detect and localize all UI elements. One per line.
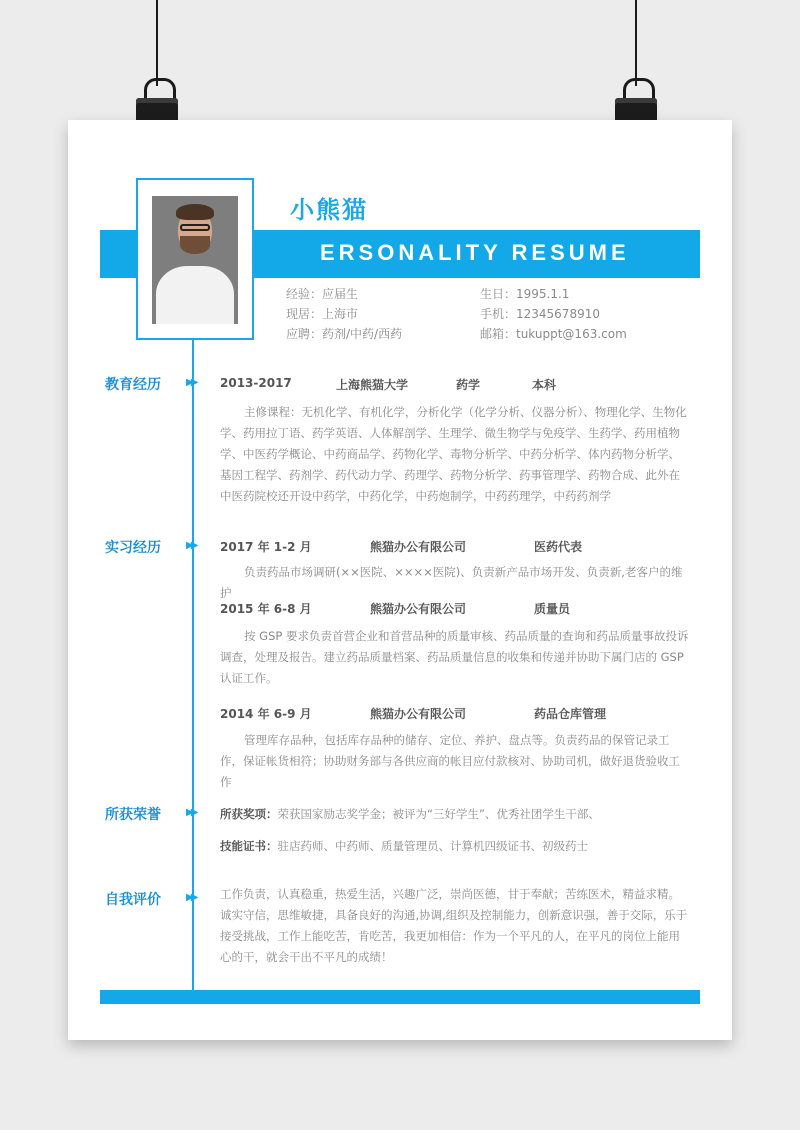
section-title-self: 自我评价 <box>105 892 161 908</box>
internship-company: 熊猫办公有限公司 <box>370 707 467 721</box>
binder-clip-right <box>615 0 657 140</box>
education-courses: 主修课程：无机化学、有机化学，分析化学（化学分析、仪器分析）、物理化学、生物化学、药用拉丁语、药学英语、人体解剖学、生理学、微生物学与免疫学、生药学、药用植物学、中医药学概论、中药商品学、药物化学、毒物分析学、中药分析学、体内药物分析学、基因工程学、药剂学、药代动力学、药理学、药物分析学、药事管理学、药物合成、此外在中医药院校还开设中药学，中药化学，中药炮制学，中药药理学，中药药剂学 <box>220 405 687 503</box>
section-title-education: 教育经历 <box>105 377 161 393</box>
arrow-icon: ▶▶ <box>186 540 196 551</box>
education-school: 上海熊猫大学 <box>336 378 409 392</box>
honor-certs-label: 技能证书： <box>220 839 278 853</box>
internship-role: 药品仓库管理 <box>534 707 607 721</box>
honor-awards-text: 荣获国家励志奖学金；被评为“三好学生”、优秀社团学生干部、 <box>277 807 600 821</box>
binder-clip-left <box>136 0 178 140</box>
info-left <box>286 284 402 344</box>
info-phone: 手机：12345678910 <box>480 307 600 321</box>
internship-desc: 按 GSP 要求负责首营企业和首营品种的质量审核、药品质量的查询和药品质量事故投诉调查，处理及报告。建立药品质量档案、药品质量信息的收集和传递并协助下属门店的 GSP 认证工作。 <box>220 629 689 685</box>
profile-photo <box>152 196 238 324</box>
internship-desc: 管理库存品种，包括库存品种的储存、定位、养护、盘点等。负责药品的保管记录工作，保证帐货相符；协助财务部与各供应商的帐目应付款核对、协助司机，做好退货验收工作 <box>220 733 680 789</box>
internship-desc: 负责药品市场调研(××医院、××××医院)、负责新产品市场开发、负责新,老客户的维护 <box>220 565 683 600</box>
self-evaluation-text: 工作负责，认真稳重，热爱生活，兴趣广泛，崇尚医德，甘于奉献；苦练医术，精益求精。诚实守信，思维敏捷，具备良好的沟通,协调,组织及控制能力，创新意识强，善于交际，乐于接受挑战，工作上能吃苦，肯吃苦，我更加相信：作为一个平凡的人，在平凡的岗位上能用心的干，就会干出不平凡的成绩！ <box>220 887 688 964</box>
photo-frame <box>136 178 254 340</box>
info-right <box>480 284 627 344</box>
info-residence: 现居：上海市 <box>286 307 359 321</box>
section-title-internship: 实习经历 <box>105 540 161 556</box>
education-degree: 本科 <box>532 378 557 392</box>
internship-period: 2015 年 6-8 月 <box>220 602 312 616</box>
info-experience: 经验：应届生 <box>286 287 359 301</box>
banner-title: ERSONALITY RESUME <box>320 240 630 265</box>
section-title-honors: 所获荣誉 <box>105 807 161 823</box>
info-email: 邮箱：tukuppt@163.com <box>480 327 627 341</box>
internship-role: 医药代表 <box>534 540 583 554</box>
honor-awards <box>220 806 600 822</box>
honor-awards-label: 所获奖项： <box>220 807 278 821</box>
education-major: 药学 <box>456 378 481 392</box>
education-years: 2013-2017 <box>220 376 292 390</box>
arrow-icon: ▶▶ <box>186 377 196 388</box>
internship-role: 质量员 <box>534 602 571 616</box>
honor-certs-text: 驻店药师、中药师、质量管理员、计算机四级证书、初级药士 <box>277 839 588 853</box>
internship-period: 2014 年 6-9 月 <box>220 707 312 721</box>
info-birthday: 生日：1995.1.1 <box>480 287 570 301</box>
internship-company: 熊猫办公有限公司 <box>370 540 467 554</box>
internship-company: 熊猫办公有限公司 <box>370 602 467 616</box>
bottom-bar <box>100 990 700 1004</box>
candidate-name: 小熊猫 <box>290 196 368 224</box>
resume-paper <box>68 120 732 1040</box>
info-position: 应聘：药剂/中药/西药 <box>286 327 403 341</box>
internship-period: 2017 年 1-2 月 <box>220 540 312 554</box>
arrow-icon: ▶▶ <box>186 892 196 903</box>
arrow-icon: ▶▶ <box>186 807 196 818</box>
honor-certificates <box>220 838 588 854</box>
